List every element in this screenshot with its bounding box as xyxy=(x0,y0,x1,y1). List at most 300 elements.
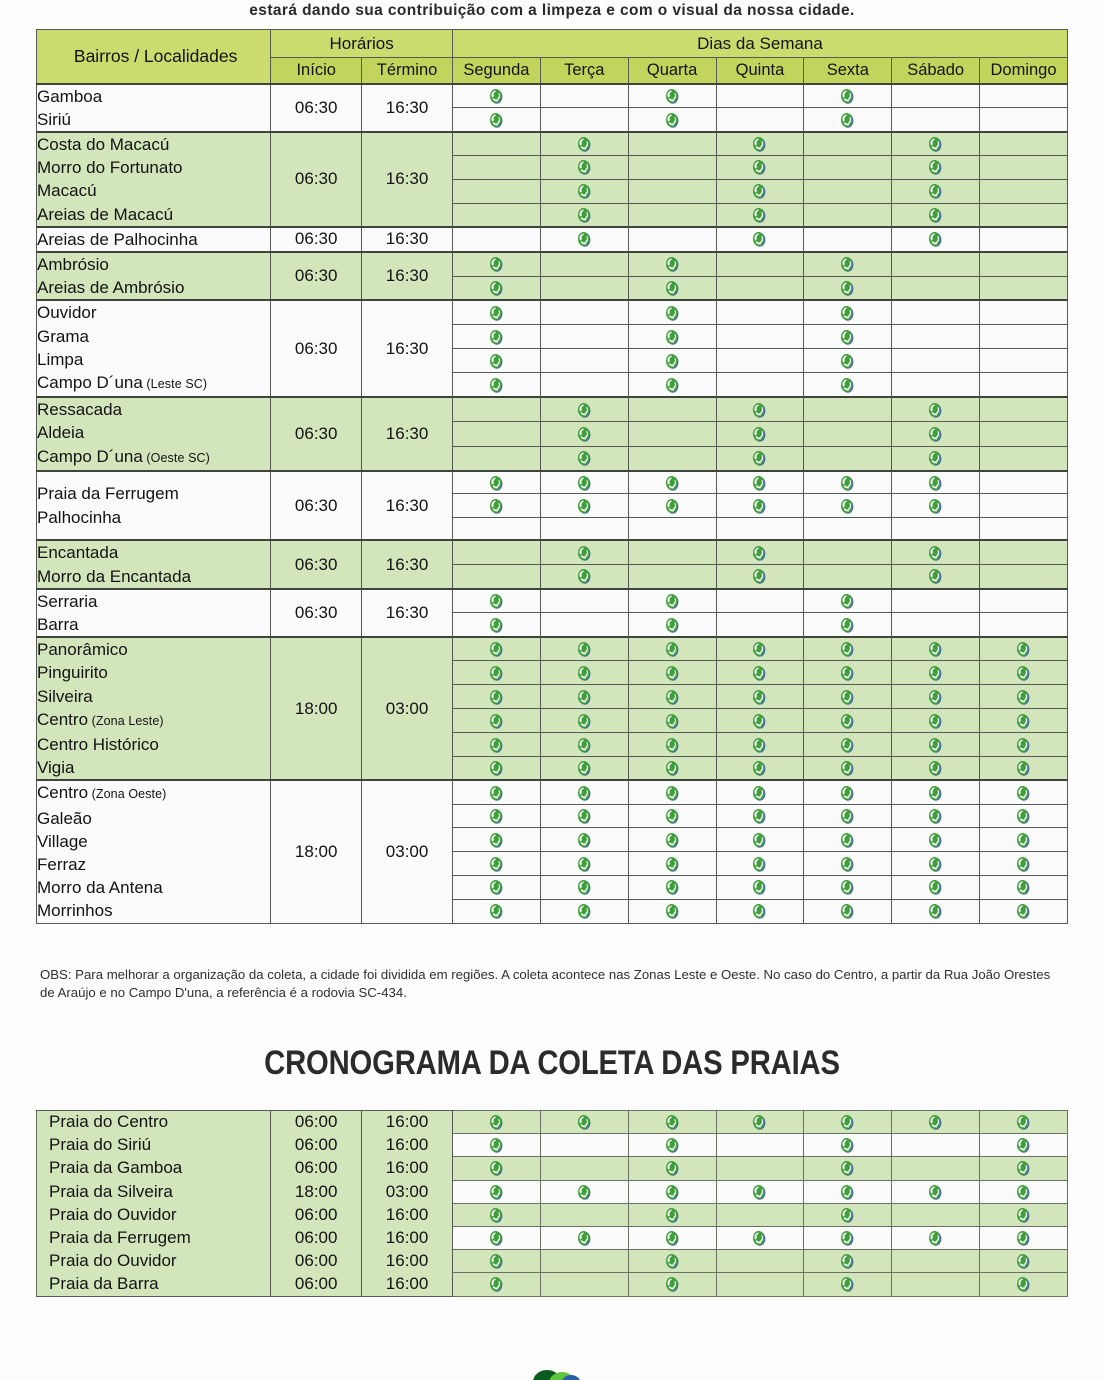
recycle-icon xyxy=(1016,808,1031,825)
collection-day-cell xyxy=(716,397,804,422)
collection-day-cell xyxy=(804,108,892,132)
recycle-icon xyxy=(928,713,943,730)
recycle-icon xyxy=(840,1137,855,1154)
recycle-icon xyxy=(489,112,504,129)
neighborhood-schedule-table xyxy=(36,29,1068,924)
recycle-icon xyxy=(489,1137,504,1154)
collection-day-cell xyxy=(716,108,804,132)
col-header-name: Bairros / Localidades xyxy=(37,30,271,84)
recycle-icon xyxy=(840,593,855,610)
recycle-icon xyxy=(752,545,767,562)
recycle-icon xyxy=(840,1207,855,1224)
beach-collection-day-cell xyxy=(540,1111,628,1134)
end-time: 16:30 xyxy=(362,471,453,541)
recycle-icon xyxy=(752,498,767,515)
beach-collection-day-cell xyxy=(980,1157,1068,1180)
beach-collection-day-cell xyxy=(453,1111,541,1134)
recycle-icon xyxy=(928,737,943,754)
collection-day-cell xyxy=(453,397,541,422)
beach-table-row xyxy=(37,1134,1068,1157)
recycle-icon xyxy=(840,498,855,515)
collection-day-cell xyxy=(804,733,892,757)
start-time: 06:30 xyxy=(271,397,362,471)
recycle-icon xyxy=(928,568,943,585)
collection-day-cell xyxy=(716,349,804,373)
col-header-day-6: Domingo xyxy=(980,58,1068,84)
recycle-icon xyxy=(840,475,855,492)
locality-name: Gamboa xyxy=(37,86,103,106)
beach-table-row xyxy=(37,1111,1068,1134)
collection-day-cell xyxy=(892,227,980,252)
collection-day-cell xyxy=(980,494,1068,517)
recycle-icon xyxy=(928,665,943,682)
collection-day-cell xyxy=(892,300,980,324)
collection-day-cell xyxy=(892,780,980,804)
beach-collection-day-cell xyxy=(540,1157,628,1180)
beach-schedule-table xyxy=(36,1110,1068,1297)
recycle-icon xyxy=(665,641,680,658)
collection-day-cell xyxy=(628,252,716,276)
collection-day-cell xyxy=(453,804,541,828)
locality-name: Praia da Ferrugem xyxy=(37,484,179,504)
collection-day-cell xyxy=(628,875,716,899)
collection-day-cell xyxy=(540,756,628,780)
recycle-icon xyxy=(577,207,592,224)
recycle-icon xyxy=(665,256,680,273)
locality-name: Ferraz xyxy=(37,854,87,874)
locality-name: Village xyxy=(37,831,88,851)
collection-day-cell xyxy=(628,471,716,494)
recycle-icon xyxy=(1016,689,1031,706)
locality-zone-note: (Oeste SC) xyxy=(142,450,210,465)
recycle-icon xyxy=(665,353,680,370)
recycle-icon xyxy=(752,737,767,754)
table-body xyxy=(37,84,1068,924)
collection-day-cell xyxy=(804,852,892,876)
recycle-icon xyxy=(489,879,504,896)
collection-day-cell xyxy=(804,565,892,589)
collection-day-cell xyxy=(804,227,892,252)
recycle-icon xyxy=(665,832,680,849)
collection-day-cell xyxy=(892,397,980,422)
recycle-icon xyxy=(665,1276,680,1293)
recycle-icon xyxy=(752,1184,767,1201)
recycle-icon xyxy=(840,713,855,730)
collection-day-cell xyxy=(540,780,628,804)
recycle-icon xyxy=(489,665,504,682)
locality-name: Morrinhos xyxy=(37,901,113,921)
collection-day-cell xyxy=(980,422,1068,447)
recycle-icon xyxy=(489,305,504,322)
recycle-icon xyxy=(489,903,504,920)
recycle-icon xyxy=(752,402,767,419)
beach-collection-day-cell xyxy=(892,1134,980,1157)
recycle-icon xyxy=(489,498,504,515)
collection-day-cell xyxy=(980,733,1068,757)
recycle-icon xyxy=(1016,903,1031,920)
collection-day-cell xyxy=(628,108,716,132)
recycle-icon xyxy=(665,879,680,896)
beach-end-time: 16:00 xyxy=(362,1134,453,1157)
collection-day-cell xyxy=(804,899,892,923)
recycle-icon xyxy=(665,88,680,105)
recycle-icon xyxy=(577,402,592,419)
collection-day-cell xyxy=(453,780,541,804)
recycle-icon xyxy=(752,713,767,730)
collection-day-cell xyxy=(716,132,804,156)
beach-end-time: 03:00 xyxy=(362,1180,453,1203)
collection-day-cell xyxy=(892,108,980,132)
collection-day-cell xyxy=(453,156,541,180)
beach-collection-day-cell xyxy=(540,1134,628,1157)
collection-day-cell xyxy=(540,828,628,852)
collection-day-cell xyxy=(892,756,980,780)
intro-text: estará dando sua contribuição com a limpeza e com o visual da nossa cidade. xyxy=(249,2,855,19)
start-time: 06:30 xyxy=(271,589,362,637)
beach-collection-day-cell xyxy=(804,1203,892,1226)
collection-day-cell xyxy=(453,613,541,637)
beach-name: Praia da Barra xyxy=(37,1273,271,1296)
recycle-icon xyxy=(928,475,943,492)
recycle-icon xyxy=(840,689,855,706)
beach-start-time: 18:00 xyxy=(271,1180,362,1203)
table-row xyxy=(37,397,1068,422)
recycle-icon xyxy=(489,641,504,658)
collection-day-cell xyxy=(716,589,804,613)
locality-name: Centro Histórico xyxy=(37,734,159,754)
collection-day-cell xyxy=(892,733,980,757)
recycle-icon xyxy=(577,713,592,730)
recycle-icon xyxy=(577,665,592,682)
start-time: 06:30 xyxy=(271,300,362,397)
beach-end-time: 16:00 xyxy=(362,1111,453,1134)
locality-name: Serraria xyxy=(37,591,98,611)
beach-collection-day-cell xyxy=(453,1157,541,1180)
recycle-icon xyxy=(577,568,592,585)
beach-collection-day-cell xyxy=(892,1203,980,1226)
collection-day-cell xyxy=(716,252,804,276)
beach-end-time: 16:00 xyxy=(362,1157,453,1180)
locality-group-names xyxy=(37,589,271,637)
recycle-icon xyxy=(840,903,855,920)
collection-day-cell xyxy=(540,852,628,876)
beach-end-time: 16:00 xyxy=(362,1203,453,1226)
collection-day-cell xyxy=(540,471,628,494)
recycle-icon xyxy=(928,1184,943,1201)
locality-group-names xyxy=(37,300,271,397)
locality-name: Limpa xyxy=(37,349,84,369)
collection-day-cell xyxy=(980,899,1068,923)
collection-day-cell xyxy=(892,156,980,180)
beach-collection-day-cell xyxy=(453,1180,541,1203)
locality-group-names xyxy=(37,637,271,780)
table-row xyxy=(37,471,1068,494)
start-time: 18:00 xyxy=(271,637,362,780)
collection-day-cell xyxy=(453,875,541,899)
beach-name: Praia da Ferrugem xyxy=(37,1226,271,1249)
beach-end-time: 16:00 xyxy=(362,1250,453,1273)
collection-day-cell xyxy=(892,661,980,685)
collection-day-cell xyxy=(453,203,541,227)
collection-day-cell xyxy=(716,709,804,733)
table-header xyxy=(37,30,1068,84)
collection-day-cell xyxy=(628,685,716,709)
recycle-icon xyxy=(665,737,680,754)
collection-day-cell xyxy=(980,276,1068,300)
collection-day-cell xyxy=(540,422,628,447)
locality-name: Morro da Encantada xyxy=(37,566,192,586)
collection-day-cell xyxy=(892,517,980,540)
recycle-icon xyxy=(489,856,504,873)
table-row xyxy=(37,84,1068,108)
beach-collection-day-cell xyxy=(628,1273,716,1296)
beach-collection-day-cell xyxy=(804,1273,892,1296)
col-header-dias: Dias da Semana xyxy=(453,30,1068,58)
beach-collection-day-cell xyxy=(804,1134,892,1157)
recycle-icon xyxy=(489,832,504,849)
recycle-icon xyxy=(577,545,592,562)
collection-day-cell xyxy=(453,709,541,733)
collection-day-cell xyxy=(804,804,892,828)
recycle-icon xyxy=(752,665,767,682)
start-time: 06:30 xyxy=(271,252,362,300)
collection-day-cell xyxy=(540,373,628,397)
collection-day-cell xyxy=(540,613,628,637)
recycle-icon xyxy=(1016,856,1031,873)
recycle-icon xyxy=(752,641,767,658)
beach-collection-day-cell xyxy=(980,1180,1068,1203)
recycle-icon xyxy=(1016,641,1031,658)
recycle-icon xyxy=(577,856,592,873)
recycle-icon xyxy=(665,1160,680,1177)
beach-collection-day-cell xyxy=(540,1203,628,1226)
collection-day-cell xyxy=(540,300,628,324)
recycle-icon xyxy=(665,593,680,610)
collection-day-cell xyxy=(716,899,804,923)
beach-end-time: 16:00 xyxy=(362,1226,453,1249)
recycle-icon xyxy=(489,1184,504,1201)
collection-day-cell xyxy=(716,540,804,564)
collection-day-cell xyxy=(716,565,804,589)
collection-day-cell xyxy=(716,613,804,637)
recycle-icon xyxy=(1016,665,1031,682)
beach-table-row xyxy=(37,1273,1068,1296)
beach-start-time: 06:00 xyxy=(271,1273,362,1296)
beach-collection-day-cell xyxy=(716,1111,804,1134)
locality-zone-note: (Leste SC) xyxy=(142,376,208,391)
recycle-icon xyxy=(665,112,680,129)
beach-collection-day-cell xyxy=(453,1273,541,1296)
col-header-day-3: Quinta xyxy=(716,58,804,84)
recycle-icon xyxy=(840,1184,855,1201)
table-row xyxy=(37,780,1068,804)
collection-day-cell xyxy=(540,709,628,733)
locality-name: Barra xyxy=(37,614,79,634)
beach-collection-day-cell xyxy=(540,1273,628,1296)
recycle-icon xyxy=(840,353,855,370)
table-row xyxy=(37,252,1068,276)
recycle-icon xyxy=(665,1114,680,1131)
collection-day-cell xyxy=(716,517,804,540)
recycle-icon xyxy=(489,808,504,825)
beach-collection-day-cell xyxy=(980,1134,1068,1157)
collection-day-cell xyxy=(540,108,628,132)
collection-day-cell xyxy=(980,325,1068,349)
recycle-icon xyxy=(752,136,767,153)
beach-table-body xyxy=(37,1111,1068,1297)
beach-start-time: 06:00 xyxy=(271,1250,362,1273)
beach-collection-day-cell xyxy=(804,1226,892,1249)
collection-day-cell xyxy=(628,637,716,661)
recycle-icon xyxy=(928,760,943,777)
collection-day-cell xyxy=(980,637,1068,661)
recycle-icon xyxy=(1016,1114,1031,1131)
collection-day-cell xyxy=(628,589,716,613)
recycle-icon xyxy=(928,1114,943,1131)
collection-day-cell xyxy=(453,565,541,589)
recycle-icon xyxy=(928,641,943,658)
end-time: 16:30 xyxy=(362,252,453,300)
recycle-icon xyxy=(577,183,592,200)
collection-day-cell xyxy=(980,252,1068,276)
collection-day-cell xyxy=(716,637,804,661)
end-time: 03:00 xyxy=(362,637,453,780)
collection-day-cell xyxy=(980,709,1068,733)
end-time: 16:30 xyxy=(362,132,453,227)
recycle-icon xyxy=(665,475,680,492)
locality-group-names xyxy=(37,227,271,252)
recycle-icon xyxy=(489,353,504,370)
obs-line-2: Rua João Orestes de Araújo e no Campo D'una, a referência é a rodovia SC-434. xyxy=(40,967,1051,1000)
beach-name: Praia da Silveira xyxy=(37,1180,271,1203)
beach-collection-day-cell xyxy=(980,1226,1068,1249)
locality-group-names xyxy=(37,471,271,541)
beach-collection-day-cell xyxy=(892,1273,980,1296)
recycle-icon xyxy=(577,498,592,515)
beach-collection-day-cell xyxy=(540,1180,628,1203)
collection-day-cell xyxy=(540,589,628,613)
table-row xyxy=(37,132,1068,156)
recycle-icon xyxy=(665,1230,680,1247)
collection-day-cell xyxy=(628,349,716,373)
collection-day-cell xyxy=(892,804,980,828)
collection-day-cell xyxy=(804,276,892,300)
beach-collection-day-cell xyxy=(804,1111,892,1134)
collection-day-cell xyxy=(716,661,804,685)
collection-day-cell xyxy=(804,446,892,471)
collection-day-cell xyxy=(453,179,541,203)
collection-day-cell xyxy=(804,349,892,373)
recycle-icon xyxy=(840,785,855,802)
collection-day-cell xyxy=(716,227,804,252)
recycle-icon xyxy=(1016,1184,1031,1201)
end-time: 03:00 xyxy=(362,780,453,923)
recycle-icon xyxy=(752,760,767,777)
collection-day-cell xyxy=(453,422,541,447)
recycle-icon xyxy=(752,808,767,825)
beach-collection-day-cell xyxy=(716,1273,804,1296)
collection-day-cell xyxy=(980,661,1068,685)
recycle-icon xyxy=(928,207,943,224)
locality-zone-note: (Zona Oeste) xyxy=(88,787,167,802)
collection-day-cell xyxy=(716,84,804,108)
collection-day-cell xyxy=(892,471,980,494)
recycle-icon xyxy=(752,450,767,467)
recycle-icon xyxy=(840,641,855,658)
collection-day-cell xyxy=(628,227,716,252)
collection-day-cell xyxy=(628,276,716,300)
collection-day-cell xyxy=(980,179,1068,203)
col-header-termino: Término xyxy=(362,58,453,84)
collection-day-cell xyxy=(540,637,628,661)
recycle-icon xyxy=(577,879,592,896)
beach-collection-day-cell xyxy=(980,1111,1068,1134)
collection-day-cell xyxy=(716,179,804,203)
collection-day-cell xyxy=(453,540,541,564)
collection-day-cell xyxy=(716,828,804,852)
collection-day-cell xyxy=(540,875,628,899)
recycle-icon xyxy=(752,1230,767,1247)
recycle-icon xyxy=(1016,1253,1031,1270)
recycle-icon xyxy=(928,545,943,562)
locality-name: Campo D´una (Leste SC) xyxy=(37,372,208,392)
collection-day-cell xyxy=(540,661,628,685)
recycle-icon xyxy=(928,856,943,873)
recycle-icon xyxy=(489,737,504,754)
beach-name: Praia do Ouvidor xyxy=(37,1250,271,1273)
recycle-icon xyxy=(840,1230,855,1247)
end-time: 16:30 xyxy=(362,227,453,252)
recycle-icon xyxy=(840,879,855,896)
collection-day-cell xyxy=(892,852,980,876)
collection-day-cell xyxy=(628,84,716,108)
recycle-icon xyxy=(577,1114,592,1131)
collection-day-cell xyxy=(980,227,1068,252)
recycle-icon xyxy=(489,617,504,634)
recycle-icon xyxy=(489,475,504,492)
beach-collection-day-cell xyxy=(628,1111,716,1134)
end-time: 16:30 xyxy=(362,397,453,471)
collection-day-cell xyxy=(628,733,716,757)
recycle-icon xyxy=(1016,713,1031,730)
recycle-icon xyxy=(840,256,855,273)
recycle-icon xyxy=(665,1207,680,1224)
recycle-icon xyxy=(665,808,680,825)
recycle-icon xyxy=(665,1253,680,1270)
collection-day-cell xyxy=(892,899,980,923)
collection-day-cell xyxy=(453,589,541,613)
end-time: 16:30 xyxy=(362,589,453,637)
collection-day-cell xyxy=(804,661,892,685)
collection-day-cell xyxy=(540,397,628,422)
recycle-icon xyxy=(840,856,855,873)
collection-day-cell xyxy=(628,446,716,471)
collection-day-cell xyxy=(540,540,628,564)
recycle-icon xyxy=(1016,1230,1031,1247)
beach-collection-day-cell xyxy=(980,1203,1068,1226)
collection-day-cell xyxy=(980,446,1068,471)
collection-day-cell xyxy=(804,325,892,349)
recycle-icon xyxy=(665,498,680,515)
recycle-icon xyxy=(489,1207,504,1224)
recycle-icon xyxy=(577,689,592,706)
collection-day-cell xyxy=(980,517,1068,540)
locality-name: Morro da Antena xyxy=(37,878,163,898)
collection-day-cell xyxy=(540,685,628,709)
recycle-icon xyxy=(752,475,767,492)
collection-day-cell xyxy=(804,156,892,180)
recycle-icon xyxy=(489,280,504,297)
